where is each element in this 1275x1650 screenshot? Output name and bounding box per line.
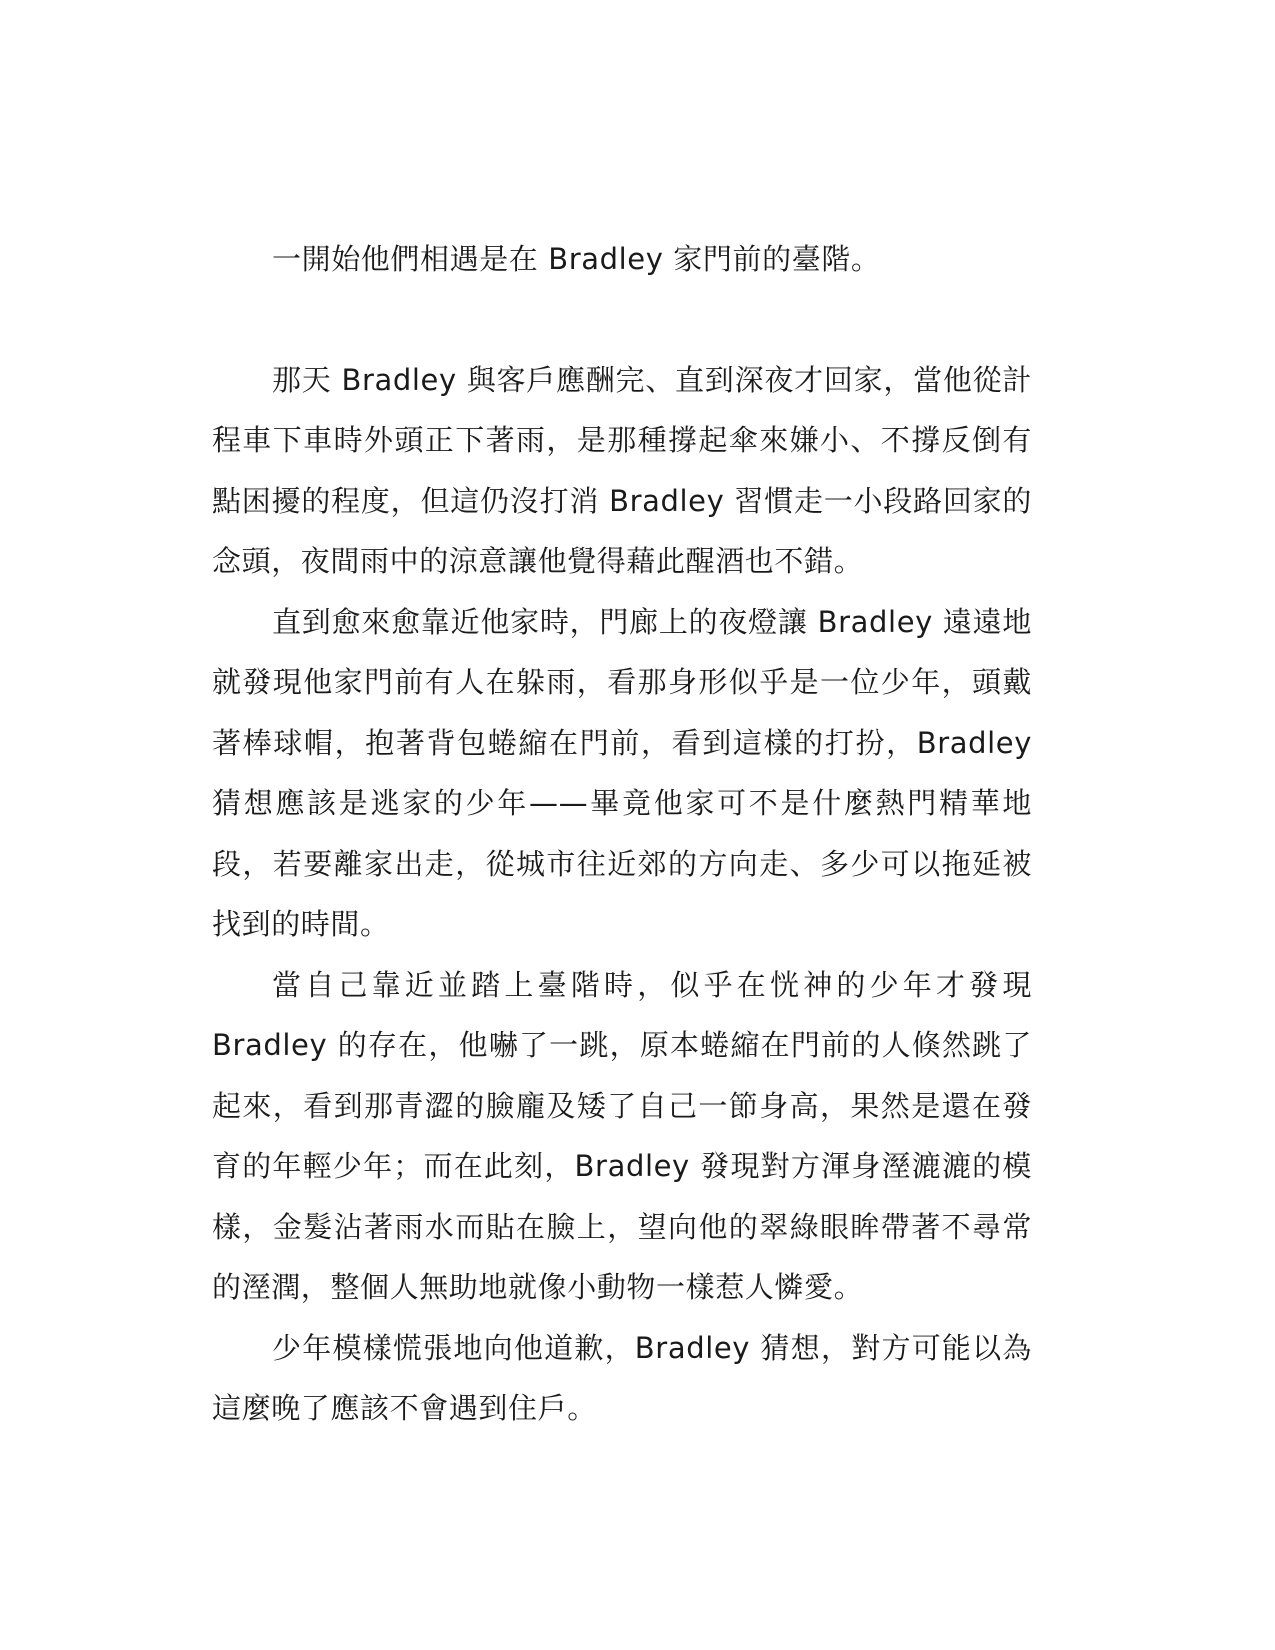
paragraph-1: 一開始他們相遇是在 Bradley 家門前的臺階。 (272, 242, 881, 276)
paragraph-5: 少年模樣慌張地向他道歉，Bradley 猜想，對方可能以為這麼晚了應該不會遇到住戶。 (212, 1330, 1032, 1425)
paragraph-3: 直到愈來愈靠近他家時，門廊上的夜燈讓 Bradley 遠遠地就發現他家門前有人在躲雨，看那身形似乎是一位少年，頭戴著棒球帽，抱著背包蜷縮在門前，看到這樣的打扮，Bradley 猜想應該是逃家的少年——畢竟他家可不是什麼熱門精華地段，若要離家出走，從城市往近郊的方向走、多少可以拖延被找到的時間。 (212, 604, 1032, 941)
paragraph-4: 當自己靠近並踏上臺階時，似乎在恍神的少年才發現 Bradley 的存在，他嚇了一跳，原本蜷縮在門前的人倏然跳了起來，看到那青澀的臉龐及矮了自己一節身高，果然是還在發育的年輕少年；而在此刻，Bradley 發現對方渾身溼漉漉的模樣，金髮沾著雨水而貼在臉上，望向他的翠綠眼眸帶著不尋常的溼潤，整個人無助地就像小動物一樣惹人憐愛。 (212, 967, 1032, 1304)
paragraph-2: 那天 Bradley 與客戶應酬完、直到深夜才回家，當他從計程車下車時外頭正下著雨，是那種撐起傘來嫌小、不撐反倒有點困擾的程度，但這仍沒打消 Bradley 習慣走一小段路回家的念頭，夜間雨中的涼意讓他覺得藉此醒酒也不錯。 (212, 362, 1032, 578)
story-text (212, 229, 1032, 1439)
